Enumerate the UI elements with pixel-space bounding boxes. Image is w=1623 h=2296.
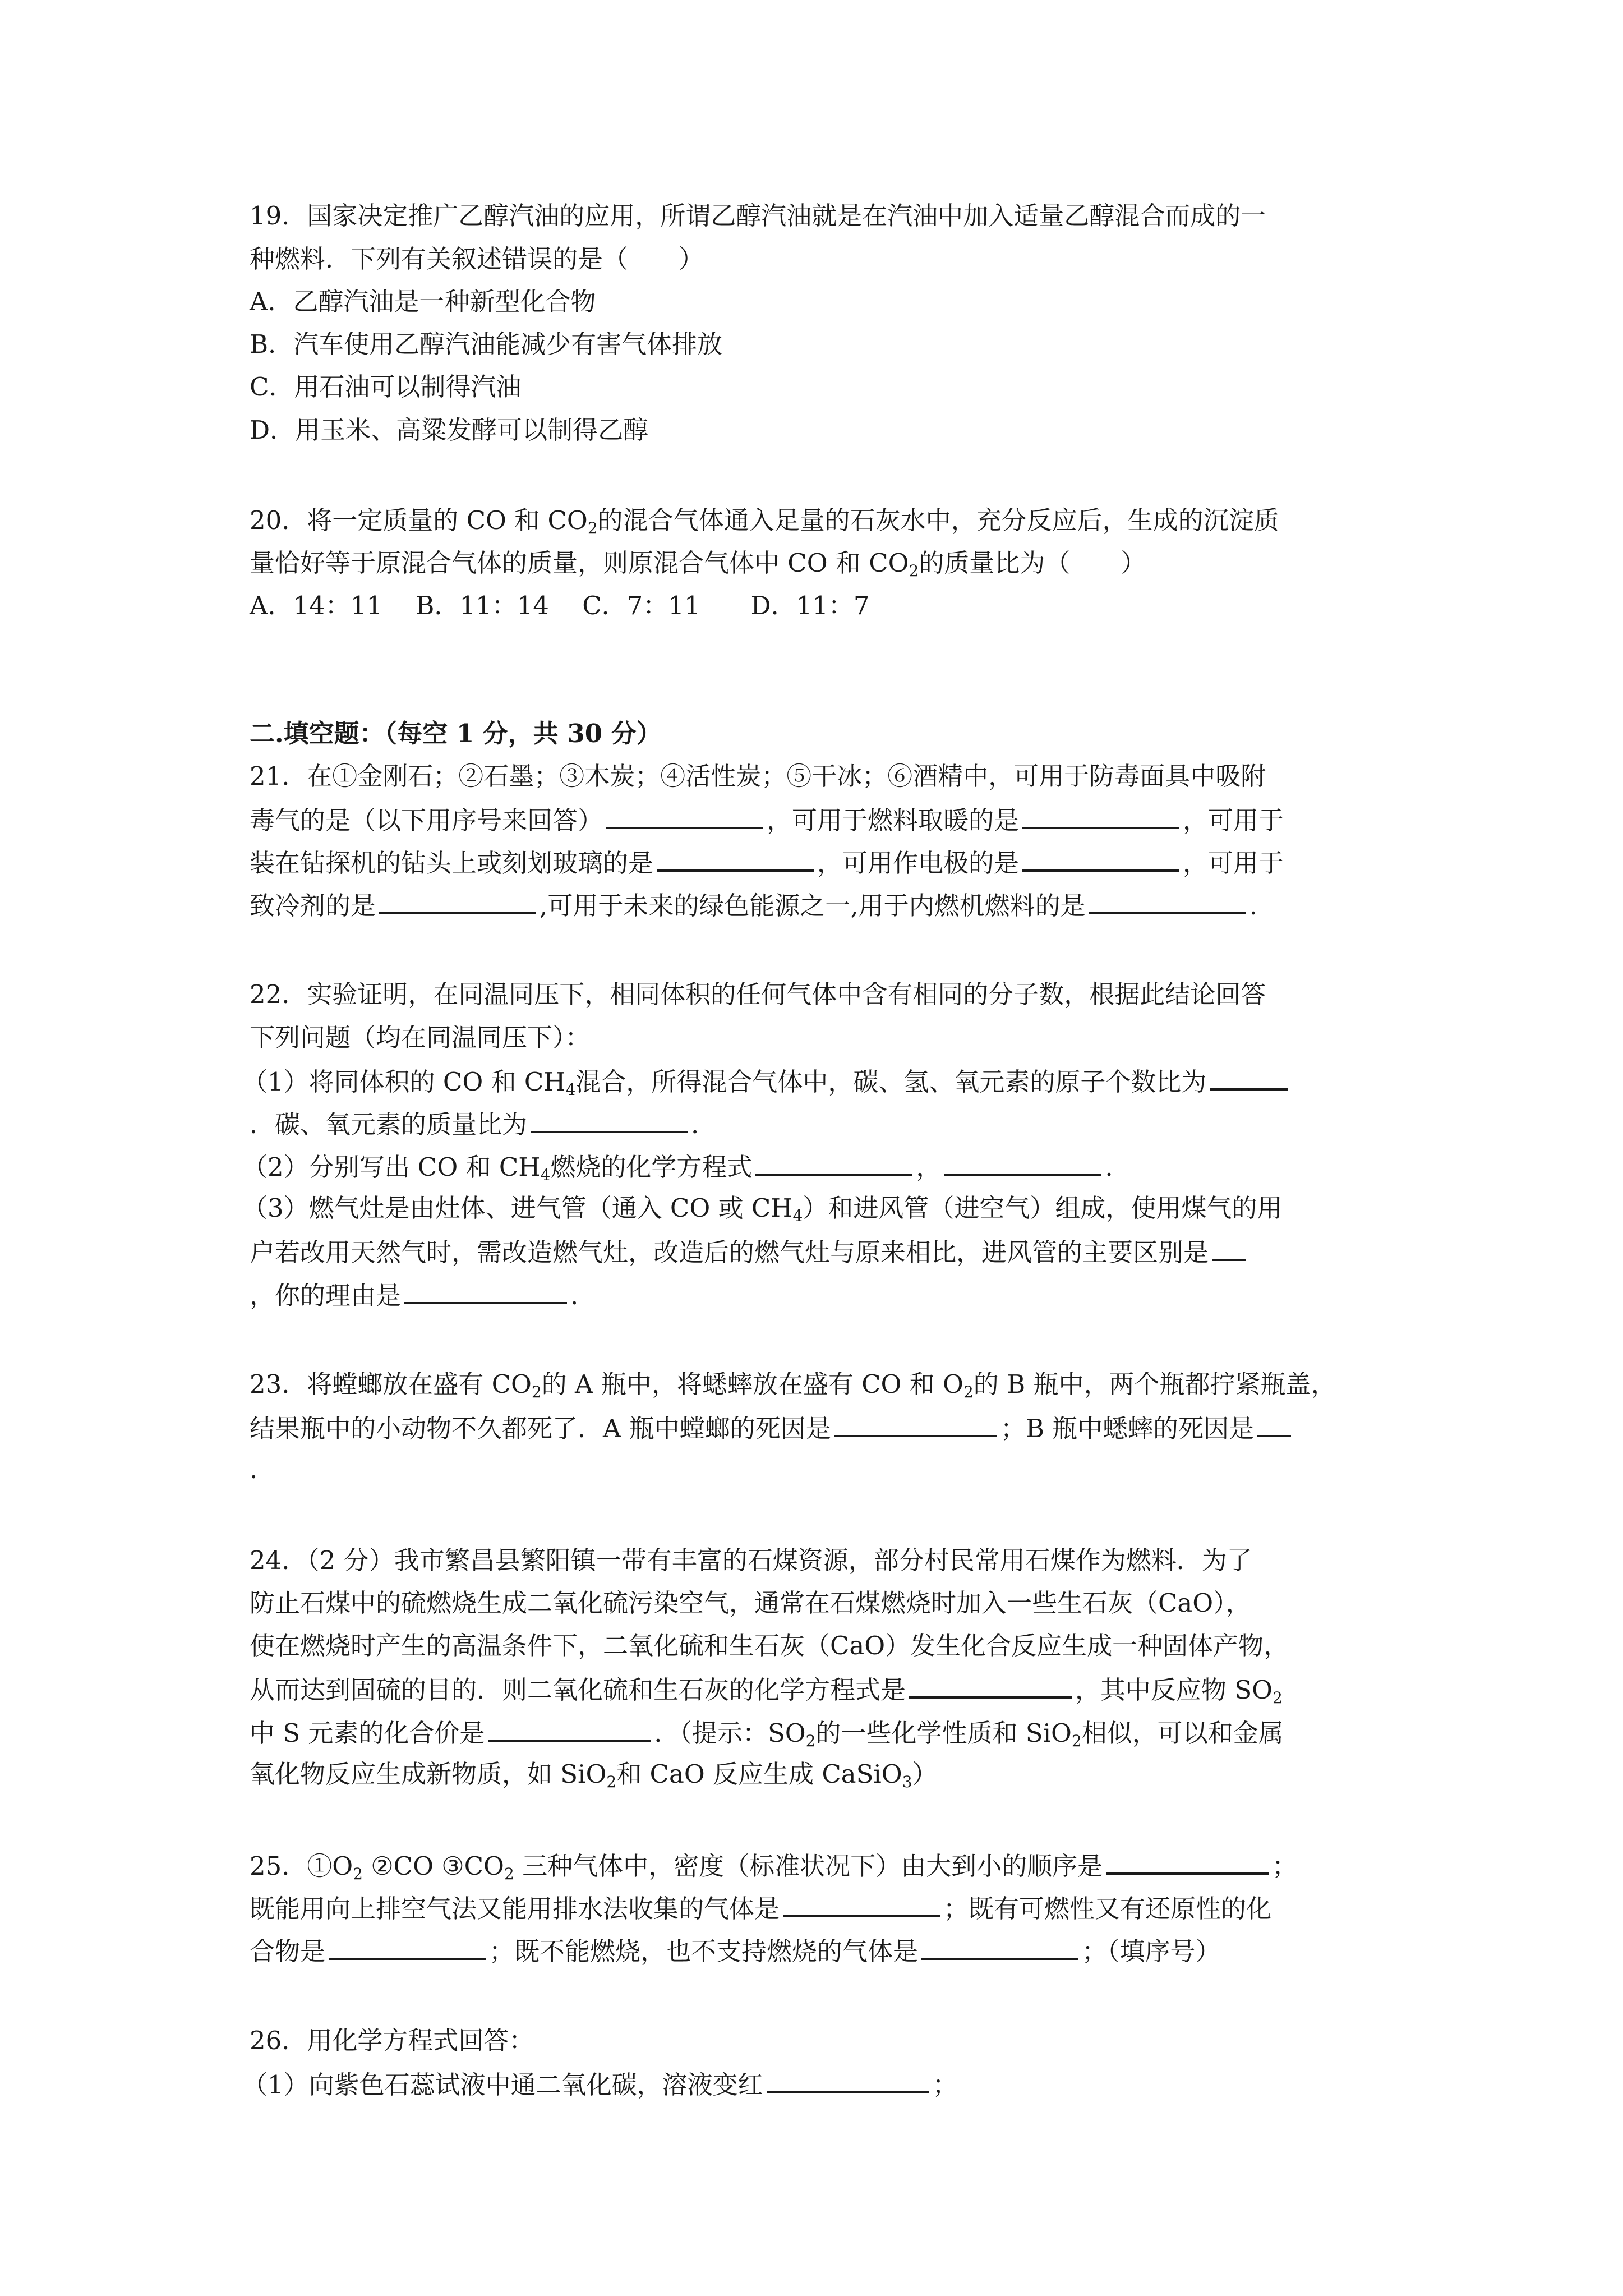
q24-line1: 24．（2 分）我市繁昌县繁阳镇一带有丰富的石煤资源，部分村民常用石煤作为燃料．为了 xyxy=(250,1545,1252,1575)
answer-blank[interactable] xyxy=(657,845,814,872)
answer-blank[interactable] xyxy=(944,1149,1101,1176)
q25-line2: 既能用向上排空气法又能用排水法收集的气体是 ；既有可燃性又有还原性的化 xyxy=(250,1890,1399,1926)
answer-blank[interactable] xyxy=(379,887,536,914)
q23-line3: . xyxy=(250,1455,258,1484)
q20-options: A．14：11 B．11：14 C．7：11 D．11：7 xyxy=(250,591,870,620)
answer-blank[interactable] xyxy=(1212,1234,1246,1261)
q21-line1: 21．在①金刚石；②石墨；③木炭；④活性炭；⑤干冰；⑥酒精中，可用于防毒面具中吸附 xyxy=(250,761,1266,791)
answer-blank[interactable] xyxy=(404,1277,567,1304)
q25-line3: 合物是 ；既不能燃烧，也不支持燃烧的气体是 ；（填序号） xyxy=(250,1933,1399,1968)
answer-blank[interactable] xyxy=(1089,887,1246,914)
answer-blank[interactable] xyxy=(606,802,763,829)
answer-blank[interactable] xyxy=(767,2067,929,2093)
q22-part1-line2: ．碳、氧元素的质量比为 . xyxy=(250,1106,1399,1142)
q24-line4: 从而达到固硫的目的．则二氧化硫和生石灰的化学方程式是 ，其中反应物 $SO_2$ xyxy=(250,1672,1399,1707)
q19-option-a: A．乙醇汽油是一种新型化合物 xyxy=(250,287,596,316)
answer-blank[interactable] xyxy=(1106,1848,1269,1875)
q22-line2: 下列问题（均在同温同压下）： xyxy=(250,1023,591,1052)
q24-line3: 使在燃烧时产生的高温条件下，二氧化硫和生石灰（CaO）发生化合反应生成一种固体产物， xyxy=(250,1631,1289,1660)
q22-part3-line1: （3）燃气灶是由灶体、进气管（通入 CO 或 $CH_4$）和进风管（进空气）组成，使用煤气的用 xyxy=(242,1193,1283,1225)
q26-part1: （1）向紫色石蕊试液中通二氧化碳，溶液变红 ； xyxy=(242,2067,1392,2102)
q20-stem-line1: 20．将一定质量的 CO 和 $CO_2$的混合气体通入足量的石灰水中，充分反应后，生成的沉淀质 xyxy=(250,505,1279,537)
answer-blank[interactable] xyxy=(329,1933,486,1960)
answer-blank[interactable] xyxy=(755,1149,912,1176)
q19-stem-line1: 19．国家决定推广乙醇汽油的应用，所谓乙醇汽油就是在汽油中加入适量乙醇混合而成的一 xyxy=(250,201,1266,231)
q24-line6: 氧化物反应生成新物质，如 SiO$_2$和 CaO 反应生成 CaSiO$_3$） xyxy=(250,1759,938,1791)
answer-blank[interactable] xyxy=(834,1410,997,1437)
q19-stem-line2: 种燃料．下列有关叙述错误的是（ ） xyxy=(250,244,704,274)
answer-blank[interactable] xyxy=(921,1933,1078,1960)
q22-part3-line3: ，你的理由是 . xyxy=(250,1277,1399,1313)
q19-option-b: B．汽车使用乙醇汽油能减少有害气体排放 xyxy=(250,329,723,359)
q24-line5: 中 S 元素的化合价是 ．（提示：$SO_2$的一些化学性质和 SiO$_2$相似，可以和金属 xyxy=(250,1715,1399,1750)
q25-line1: 25．$①O_2$ ②CO $③CO_2$ 三种气体中，密度（标准状况下）由大到小的顺序是 ； xyxy=(250,1848,1399,1883)
q21-line4: 致冷剂的是 ,可用于未来的绿色能源之一,用于内燃机燃料的是 . xyxy=(250,887,1399,923)
q19-option-c: C．用石油可以制得汽油 xyxy=(250,372,522,402)
q21-line2: 毒气的是（以下用序号来回答） ，可用于燃料取暖的是 ，可用于 xyxy=(250,802,1399,838)
q23-line2: 结果瓶中的小动物不久都死了．A 瓶中螳螂的死因是 ；B 瓶中蟋蟀的死因是 xyxy=(250,1410,1399,1446)
answer-blank[interactable] xyxy=(783,1890,940,1917)
q22-part2: （2）分别写出 CO 和 $CH_4$燃烧的化学方程式 ， . xyxy=(242,1149,1392,1184)
q22-line1: 22．实验证明，在同温同压下，相同体积的任何气体中含有相同的分子数，根据此结论回答 xyxy=(250,979,1266,1009)
q21-line3: 装在钻探机的钻头上或刻划玻璃的是 ，可用作电极的是 ，可用于 xyxy=(250,845,1399,880)
q22-part3-line2: 户若改用天然气时，需改造燃气灶，改造后的燃气灶与原来相比，进风管的主要区别是 xyxy=(250,1234,1399,1269)
q26-line1: 26．用化学方程式回答： xyxy=(250,2026,534,2055)
answer-blank[interactable] xyxy=(531,1106,688,1133)
q22-part1-line1: （1）将同体积的 CO 和 $CH_4$混合，所得混合气体中，碳、氢、氧元素的原子个数比为 xyxy=(242,1064,1392,1099)
q23-line1: 23．将螳螂放在盛有 $CO_2$的 A 瓶中，将蟋蟀放在盛有 CO 和 $O_2$的 B 瓶中，两个瓶都拧紧瓶盖， xyxy=(250,1369,1336,1401)
q24-line2: 防止石煤中的硫燃烧生成二氧化硫污染空气，通常在石煤燃烧时加入一些生石灰（CaO）， xyxy=(250,1588,1251,1618)
answer-blank[interactable] xyxy=(1022,845,1179,872)
answer-blank[interactable] xyxy=(1257,1410,1291,1437)
answer-blank[interactable] xyxy=(1022,802,1179,829)
q19-option-d: D．用玉米、高粱发酵可以制得乙醇 xyxy=(250,415,649,445)
answer-blank[interactable] xyxy=(1210,1064,1288,1091)
answer-blank[interactable] xyxy=(488,1715,651,1742)
q20-stem-line2: 量恰好等于原混合气体的质量，则原混合气体中 CO 和 $CO_2$的质量比为（ ） xyxy=(250,548,1146,580)
section-heading: 二.填空题：（每空 1 分，共 30 分） xyxy=(250,719,662,748)
answer-blank[interactable] xyxy=(909,1672,1072,1699)
